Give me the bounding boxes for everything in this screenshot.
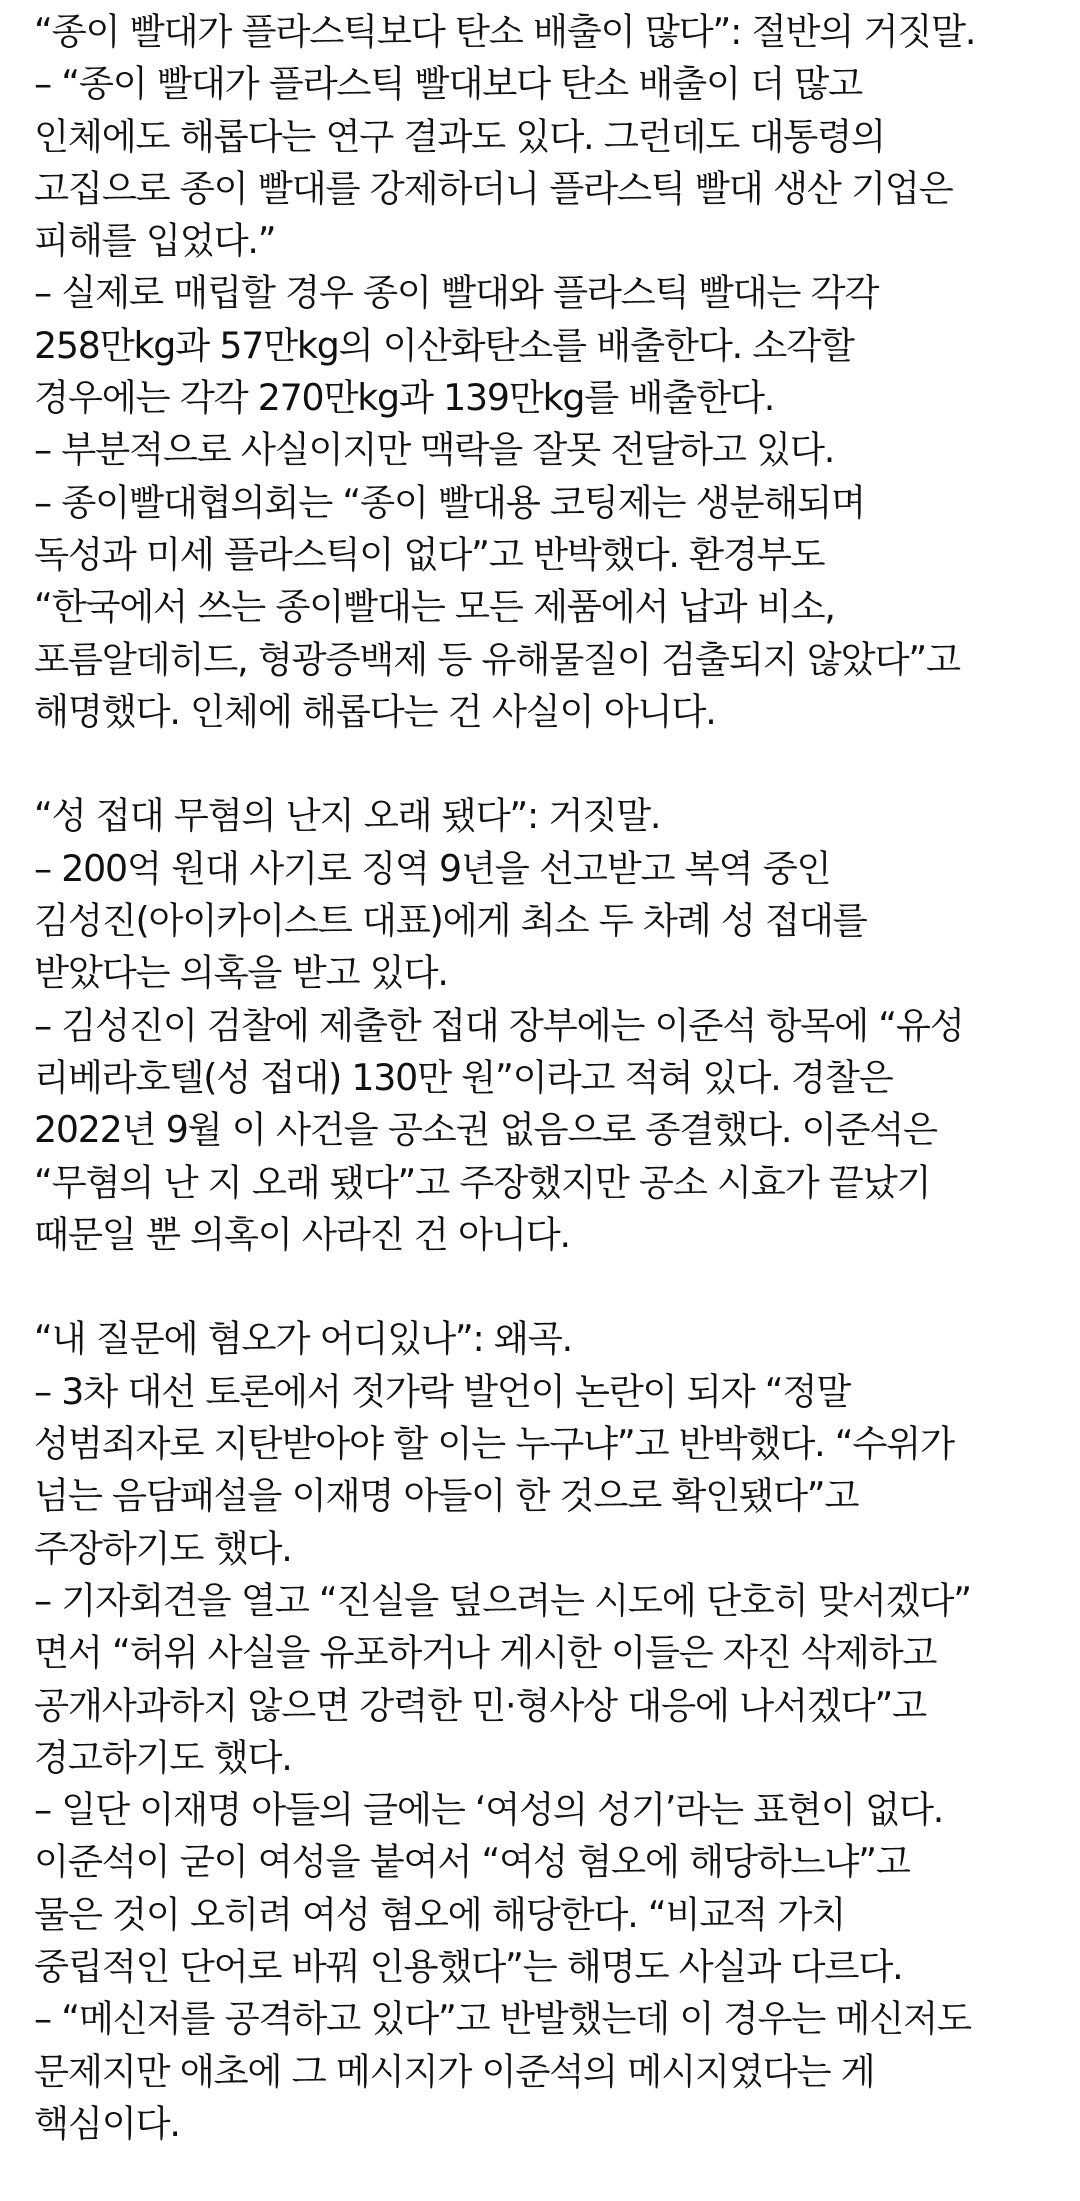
body-text-line: 성범죄자로 지탄받아야 할 이는 누구냐”고 반박했다. “수위가 bbox=[34, 1422, 954, 1466]
body-text-line: 물은 것이 오히려 여성 혐오에 해당한다. “비교적 가치 bbox=[34, 1892, 846, 1936]
body-text-line: 고집으로 종이 빨대를 강제하더니 플라스틱 빨대 생산 기업은 bbox=[34, 166, 953, 210]
claim-section-1 bbox=[34, 6, 1080, 738]
body-text-line: 리베라호텔(성 접대) 130만 원”이라고 적혀 있다. 경찰은 bbox=[34, 1055, 893, 1099]
body-text-line: – 3차 대선 토론에서 젓가락 발언이 논란이 되자 “정말 bbox=[34, 1369, 851, 1413]
body-text-line: 중립적인 단어로 바꿔 인용했다”는 해명도 사실과 다르다. bbox=[34, 1944, 903, 1988]
body-text-line: 김성진(아이카이스트 대표)에게 최소 두 차례 성 접대를 bbox=[34, 899, 867, 943]
body-text-line: 넘는 음담패설을 이재명 아들이 한 것으로 확인됐다”고 bbox=[34, 1474, 859, 1518]
claim-heading: “내 질문에 혐오가 어디있나”: 왜곡. bbox=[34, 1317, 572, 1361]
body-text-line: 포름알데히드, 형광증백제 등 유해물질이 검출되지 않았다”고 bbox=[34, 637, 960, 681]
body-text-line: 피해를 입었다.” bbox=[34, 219, 276, 263]
body-text-line: “무혐의 난 지 오래 됐다”고 주장했지만 공소 시효가 끝났기 bbox=[34, 1160, 931, 1204]
body-text-line: 핵심이다. bbox=[34, 2101, 180, 2145]
body-text-line: 독성과 미세 플라스틱이 없다”고 반박했다. 환경부도 bbox=[34, 532, 825, 576]
claim-heading: “종이 빨대가 플라스틱보다 탄소 배출이 많다”: 절반의 거짓말. bbox=[34, 10, 976, 53]
body-text-line: 때문일 뿐 의혹이 사라진 건 아니다. bbox=[34, 1212, 570, 1256]
body-text-line: – 일단 이재명 아들의 글에는 ‘여성의 성기’라는 표현이 없다. bbox=[34, 1788, 944, 1832]
body-text-line: 문제지만 애초에 그 메시지가 이준석의 메시지였다는 게 bbox=[34, 2049, 875, 2093]
body-text-line: – 200억 원대 사기로 징역 9년을 선고받고 복역 중인 bbox=[34, 846, 831, 890]
body-text-line: 받았다는 의혹을 받고 있다. bbox=[34, 951, 448, 995]
body-text-line: 2022년 9월 이 사건을 공소권 없음으로 종결했다. 이준석은 bbox=[34, 1108, 937, 1152]
body-text-line: 주장하기도 했다. bbox=[34, 1526, 292, 1570]
body-text-line: – 종이빨대협의회는 “종이 빨대용 코팅제는 생분해되며 bbox=[34, 480, 865, 524]
body-text-line: 해명했다. 인체에 해롭다는 건 사실이 아니다. bbox=[34, 689, 716, 733]
body-text-line: – 실제로 매립할 경우 종이 빨대와 플라스틱 빨대는 각각 bbox=[34, 271, 879, 315]
claim-section-3 bbox=[34, 1313, 1080, 2150]
body-text-line: 공개사과하지 않으면 강력한 민·형사상 대응에 나서겠다”고 bbox=[34, 1683, 926, 1727]
body-text-line: “한국에서 쓰는 종이빨대는 모든 제품에서 납과 비소, bbox=[34, 585, 835, 629]
body-text-line: – “종이 빨대가 플라스틱 빨대보다 탄소 배출이 더 많고 bbox=[34, 62, 863, 106]
body-text-line: – 김성진이 검찰에 제출한 접대 장부에는 이준석 항목에 “유성 bbox=[34, 1003, 964, 1047]
body-text-line: 인체에도 해롭다는 연구 결과도 있다. 그런데도 대통령의 bbox=[34, 114, 885, 158]
body-text-line: – 기자회견을 열고 “진실을 덮으려는 시도에 단호히 맞서겠다” bbox=[34, 1578, 971, 1622]
body-text-line: 258만kg과 57만kg의 이산화탄소를 배출한다. 소각할 bbox=[34, 323, 854, 367]
body-text-line: 경고하기도 했다. bbox=[34, 1735, 292, 1779]
body-text-line: 경우에는 각각 270만kg과 139만kg를 배출한다. bbox=[34, 376, 775, 420]
body-text-line: 이준석이 굳이 여성을 붙여서 “여성 혐오에 해당하느냐”고 bbox=[34, 1840, 910, 1884]
section-gap bbox=[34, 738, 1080, 790]
document-body bbox=[34, 6, 1080, 2150]
section-gap bbox=[34, 1261, 1080, 1313]
body-text-line: 면서 “허위 사실을 유포하거나 게시한 이들은 자진 삭제하고 bbox=[34, 1631, 937, 1675]
body-text-line: – 부분적으로 사실이지만 맥락을 잘못 전달하고 있다. bbox=[34, 428, 835, 472]
claim-heading: “성 접대 무혐의 난지 오래 됐다”: 거짓말. bbox=[34, 794, 661, 838]
claim-section-2 bbox=[34, 790, 1080, 1261]
body-text-line: – “메신저를 공격하고 있다”고 반발했는데 이 경우는 메신저도 bbox=[34, 1997, 971, 2041]
